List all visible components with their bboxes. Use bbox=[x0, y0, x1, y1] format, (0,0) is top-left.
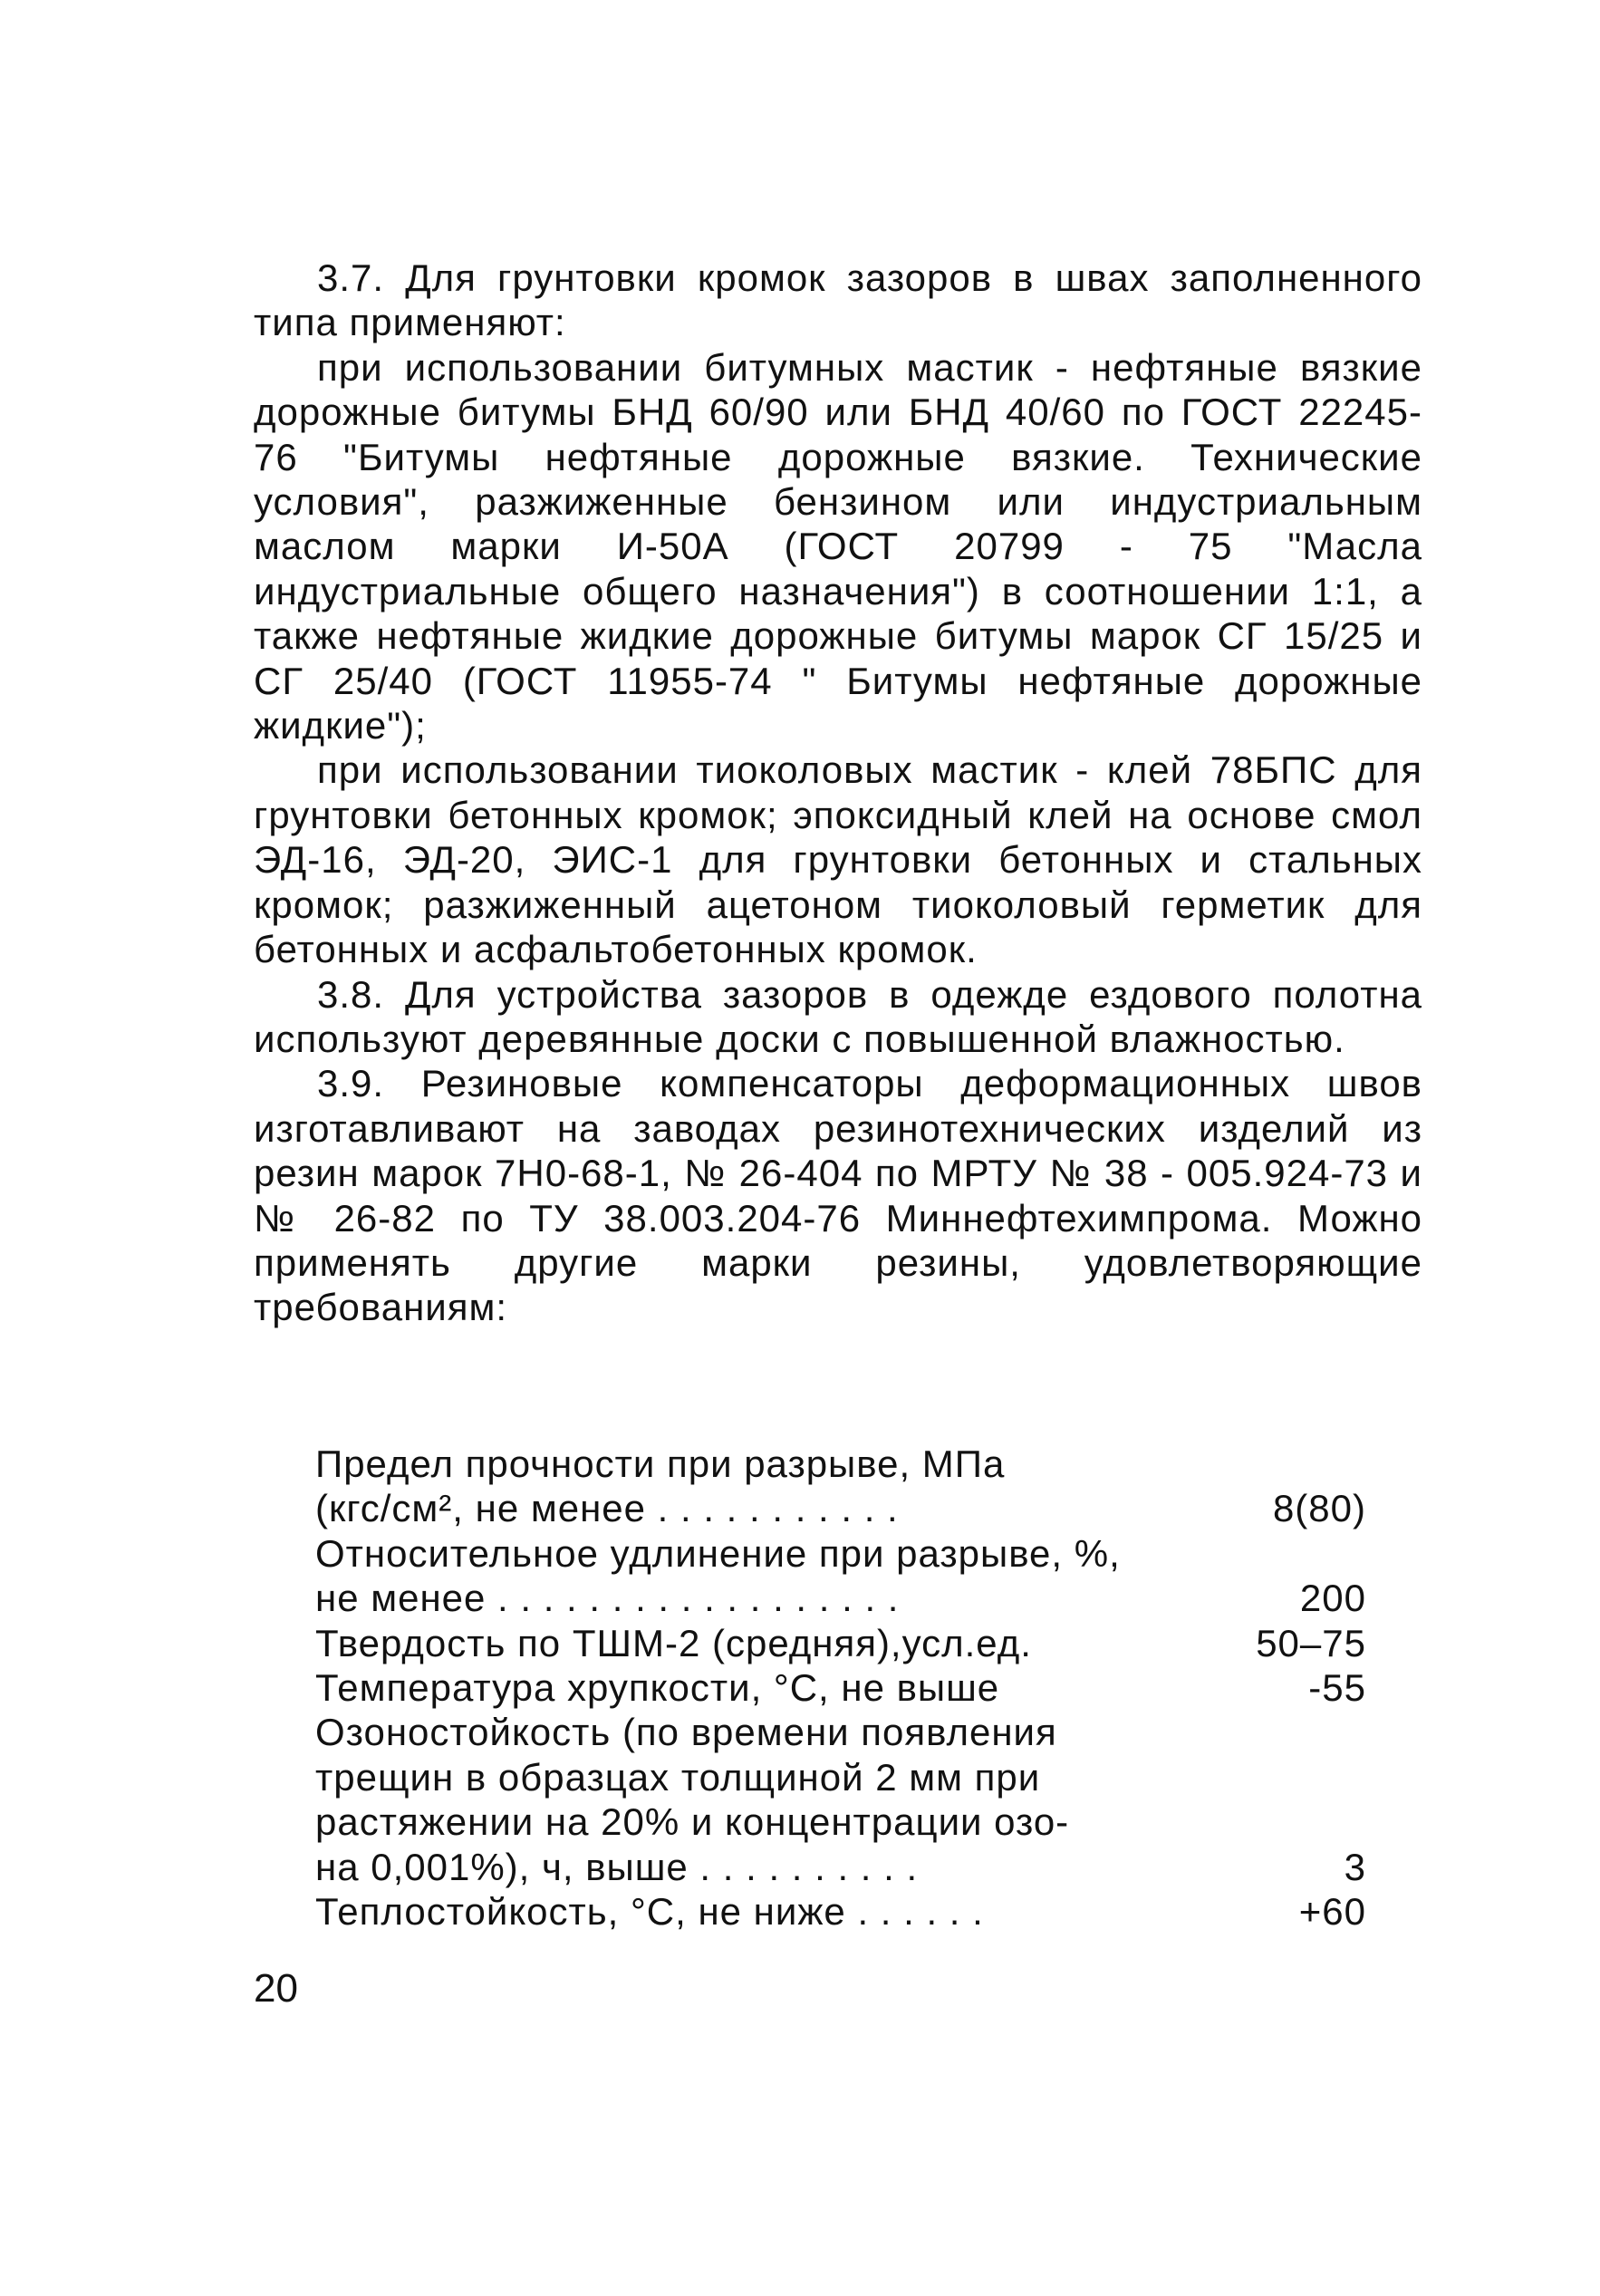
spec-value: +60 bbox=[1298, 1890, 1366, 1934]
spec-row-hardness bbox=[315, 1621, 1366, 1665]
spec-row-tensile-strength bbox=[315, 1442, 1366, 1531]
spec-label-line: растяжении на 20% и концентрации озо- bbox=[315, 1800, 1070, 1844]
spec-label-line: Теплостойкость, °С, не ниже . . . . . . bbox=[315, 1890, 984, 1934]
spec-row-brittleness-temperature bbox=[315, 1665, 1366, 1710]
spec-label-line: не менее . . . . . . . . . . . . . . . . . . bbox=[315, 1577, 900, 1620]
paragraph-bitumen-primers: при использовании битумных мастик - нефтяные вязкие дорожные битумы БНД 60/90 или БНД 40/60 по ГОСТ 22245-76 "Битумы нефтяные дорожные вязкие. Технические условия", разжиженные бензином или индустриальным маслом марки И-50А (ГОСТ 20799 - 75 "Масла индустриальные общего назначения") в соотношении 1:1, а также нефтяные жидкие дорожные битумы марок СГ 15/25 и СГ 25/40 (ГОСТ 11955-74 " Битумы нефтяные дорожные жидкие"); bbox=[254, 345, 1422, 748]
spec-label-line: Предел прочности при разрыве, МПа bbox=[315, 1442, 1006, 1485]
page-number: 20 bbox=[254, 1966, 298, 2011]
spec-value: 200 bbox=[1299, 1577, 1366, 1620]
spec-label bbox=[315, 1665, 1185, 1710]
spec-label-line: Относительное удлинение при разрыве, %, bbox=[315, 1531, 1121, 1575]
spec-label-line: (кгс/см², не менее . . . . . . . . . . . bbox=[315, 1487, 899, 1530]
spec-label-line: Озоностойкость (по времени появления bbox=[315, 1711, 1057, 1754]
spec-label-line: на 0,001%), ч, выше . . . . . . . . . . bbox=[315, 1845, 919, 1888]
spec-label-line: Твердость по ТШМ-2 (средняя),усл.ед. bbox=[315, 1621, 1032, 1664]
spec-value: 8(80) bbox=[1272, 1487, 1366, 1530]
spec-label bbox=[315, 1621, 1185, 1665]
spec-row-ozone-resistance bbox=[315, 1710, 1366, 1889]
paragraph-3-7: 3.7. Для грунтовки кромок зазоров в швах заполненного типа применяют: bbox=[254, 256, 1422, 344]
spec-label-line: Температура хрупкости, °С, не выше bbox=[315, 1666, 1000, 1710]
spec-value: -55 bbox=[1308, 1666, 1366, 1710]
spec-row-heat-resistance bbox=[315, 1889, 1366, 1934]
paragraph-3-9: 3.9. Резиновые компенсаторы деформационных швов изготавливают на заводах резинотехнических изделий из резин марок 7Н0-68-1, № 26-404 по МРТУ № 38 - 005.924-73 и № 26-82 по ТУ 38.003.204-76 Миннефтехимпрома. Можно применять другие марки резины, удовлетворяющие требованиям: bbox=[254, 1062, 1422, 1329]
spec-label bbox=[315, 1889, 1185, 1934]
spec-label bbox=[315, 1442, 1185, 1531]
spec-label bbox=[315, 1531, 1185, 1621]
spec-row-elongation bbox=[315, 1531, 1366, 1621]
paragraph-3-8: 3.8. Для устройства зазоров в одежде ездового полотна используют деревянные доски с повышенной влажностью. bbox=[254, 972, 1422, 1060]
spec-value: 50–75 bbox=[1256, 1621, 1366, 1664]
paragraph-thiokol-primers: при использовании тиоколовых мастик - клей 78БПС для грунтовки бетонных кромок; эпоксидный клей на основе смол ЭД-16, ЭД-20, ЭИС-1 для грунтовки бетонных и стальных кромок; разжиженный ацетоном тиоколовый герметик для бетонных и асфальтобетонных кромок. bbox=[254, 748, 1422, 971]
spec-value: 3 bbox=[1344, 1845, 1366, 1888]
body-text bbox=[254, 256, 1422, 1330]
spec-label-line: трещин в образцах толщиной 2 мм при bbox=[315, 1755, 1041, 1799]
spec-label bbox=[315, 1710, 1185, 1889]
rubber-requirements-table bbox=[315, 1442, 1366, 1934]
